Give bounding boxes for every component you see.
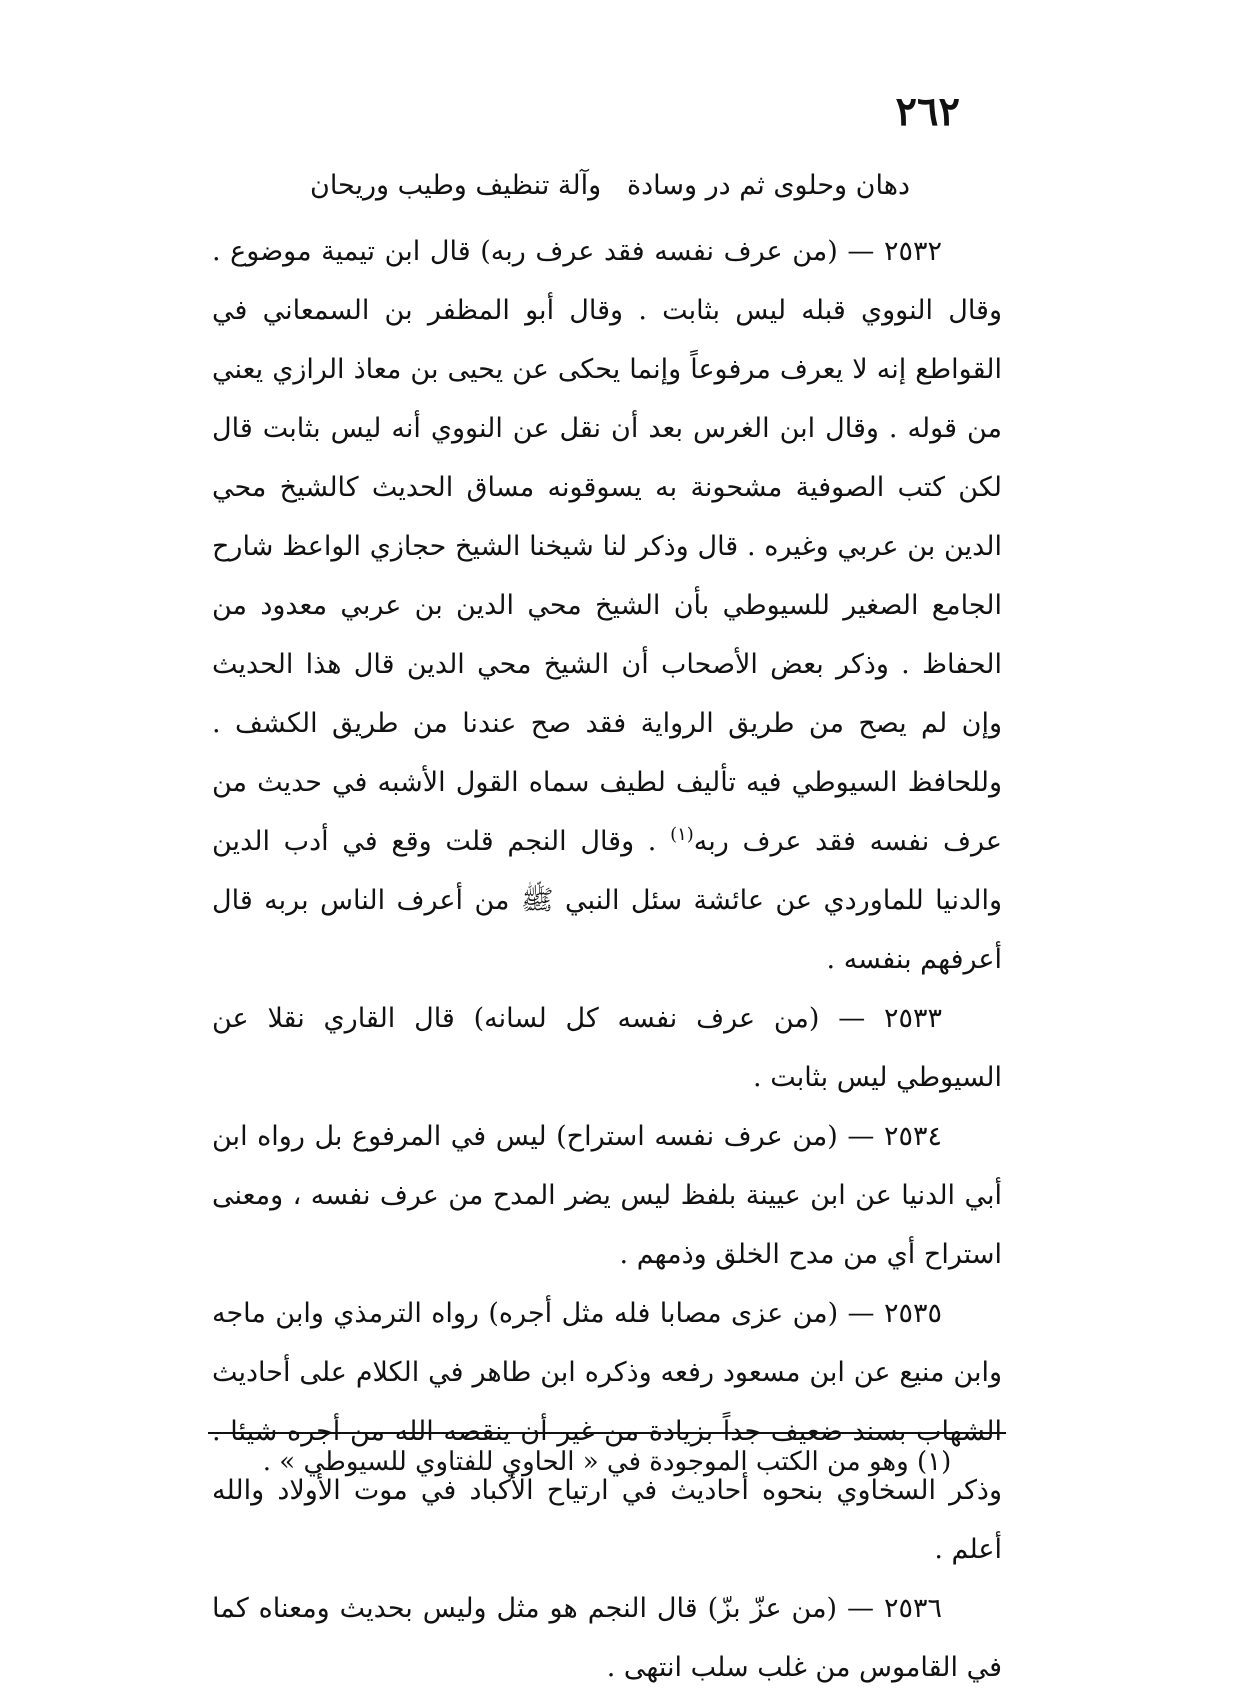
entry-text: ٢٥٣٢ — (من عرف نفسه فقد عرف ربه) قال ابن تيمية موضوع . وقال النووي قبله ليس بثابت . وقال أبو المظفر بن السمعاني في القواطع إنه لا يعرف مرفوعاً وإنما يحكى عن يحيى بن معاذ الرازي يعني من قوله . وقال ابن الغرس بعد أن نقل عن النووي أنه ليس بثابت قال لكن كتب الصوفية مشحونة به يسوقونه مساق الحديث كالشيخ محي الدين بن عربي وغيره . قال وذكر لنا شيخنا الشيخ حجازي الواعظ شارح الجامع الصغير للسيوطي بأن الشيخ محي الدين بن عربي معدود من الحفاظ . وذكر بعض الأصحاب أن الشيخ محي الدين قال هذا الحديث وإن لم يصح من طريق الرواية فقد صح عندنا من طريق الكشف . وللحافظ السيوطي فيه تأليف لطيف سماه القول الأشبه في حديث من عرف نفسه فقد عرف ربه: [212, 236, 1002, 857]
verse-left-hemistich: وآلة تنظيف وطيب وريحان: [310, 170, 602, 201]
verse-right-hemistich: دهان وحلوى ثم در وسادة: [627, 170, 910, 201]
entry-2533: [212, 989, 1002, 1107]
verse-line: [310, 166, 910, 206]
entry-text: ٢٥٣٣ — (من عرف نفسه كل لسانه) قال القاري نقلا عن السيوطي ليس بثابت .: [212, 1003, 1002, 1093]
entry-text: ٢٥٣٦ — (من عزّ بزّ) قال النجم هو مثل وليس بحديث ومعناه كما في القاموس من غلب سلب انتهى .: [212, 1593, 1002, 1683]
page-number: ٢٦٢: [895, 88, 960, 135]
entry-2536: [212, 1579, 1002, 1697]
entry-2532: [212, 222, 1002, 989]
entry-continuation: . وقال النجم قلت وقع في أدب الدين والدنيا للماوردي عن عائشة سئل النبي ﷺ من أعرف الناس بربه قال أعرفهم بنفسه .: [212, 826, 1002, 975]
entry-text: ٢٥٣٥ — (من عزى مصابا فله مثل أجره) رواه الترمذي وابن ماجه وابن منيع عن ابن مسعود رفعه وذكره ابن طاهر في الكلام على أحاديث الشهاب بسند ضعيف جداً بزيادة من غير أن ينقصه الله من أجره شيئا . وذكر السخاوي بنحوه أحاديث في ارتياح الأكباد في موت الأولاد والله أعلم .: [212, 1298, 1002, 1565]
footnote: (١) وهو من الكتب الموجودة في « الحاوي للفتاوي للسيوطي » .: [262, 1447, 952, 1477]
footnote-divider: [208, 1432, 1006, 1434]
footnote-reference: (١): [670, 824, 694, 845]
entry-text: ٢٥٣٤ — (من عرف نفسه استراح) ليس في المرفوع بل رواه ابن أبي الدنيا عن ابن عيينة بلفظ ليس يضر المدح من عرف نفسه ، ومعنى استراح أي من مدح الخلق وذمهم .: [212, 1121, 1002, 1270]
entry-2534: [212, 1107, 1002, 1284]
